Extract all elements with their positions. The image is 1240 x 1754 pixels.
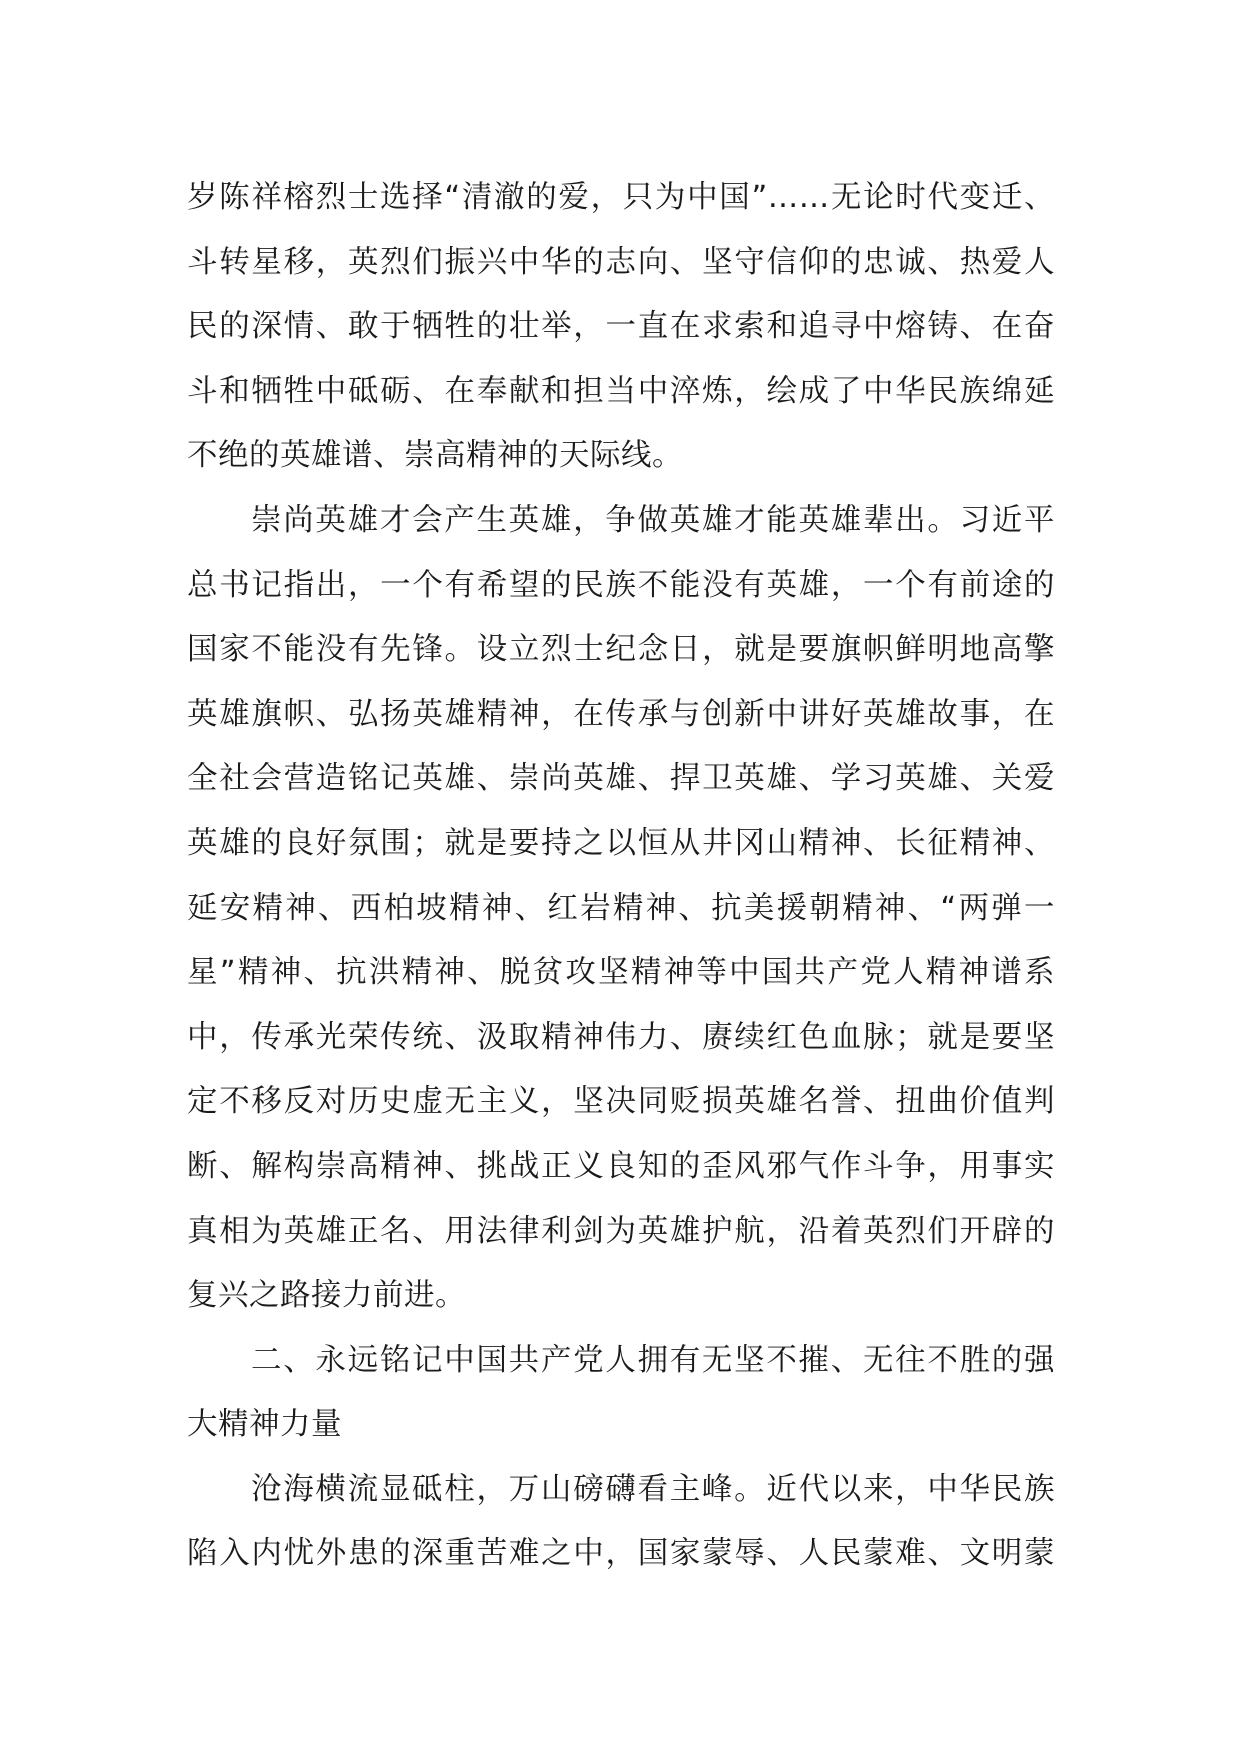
text-line: 复兴之路接力前进。 (187, 1278, 466, 1314)
text-line: 陷入内忧外患的深重苦难之中，国家蒙辱、人民蒙难、文明蒙 (187, 1536, 1055, 1572)
text-line: 沧海横流显砥柱，万山磅礴看主峰。近代以来，中华民族 (251, 1471, 1055, 1507)
text-line: 岁陈祥榕烈士选择“清澈的爱，只为中国”……无论时代变迁、 (187, 180, 1055, 215)
text-line: 斗和牺牲中砥砺、在奉献和担当中淬炼，绘成了中华民族绵延 (187, 373, 1055, 409)
text-line: 总书记指出，一个有希望的民族不能没有英雄，一个有前途的 (187, 567, 1055, 603)
document-body (187, 166, 1055, 1587)
text-line: 真相为英雄正名、用法律利剑为英雄护航，沿着英烈们开辟的 (187, 1213, 1055, 1249)
text-line: 英雄旗帜、弘扬英雄精神，在传承与创新中讲好英雄故事，在 (187, 696, 1055, 732)
text-line: 英雄的良好氛围；就是要持之以恒从井冈山精神、长征精神、 (187, 825, 1055, 861)
text-line: 二、永远铭记中国共产党人拥有无坚不摧、无往不胜的强 (251, 1342, 1055, 1378)
text-line: 断、解构崇高精神、挑战正义良知的歪风邪气作斗争，用事实 (187, 1148, 1055, 1184)
text-line: 崇尚英雄才会产生英雄，争做英雄才能英雄辈出。习近平 (251, 502, 1055, 538)
text-line: 不绝的英雄谱、崇高精神的天际线。 (187, 438, 683, 474)
text-line: 大精神力量 (187, 1407, 342, 1443)
text-line: 斗转星移，英烈们振兴中华的志向、坚守信仰的忠诚、热爱人 (187, 244, 1055, 280)
text-line: 定不移反对历史虚无主义，坚决同贬损英雄名誉、扭曲价值判 (187, 1084, 1055, 1120)
text-line: 延安精神、西柏坡精神、红岩精神、抗美援朝精神、“两弹一 (187, 890, 1055, 926)
text-line: 国家不能没有先锋。设立烈士纪念日，就是要旗帜鲜明地高擎 (187, 632, 1055, 668)
text-line: 星”精神、抗洪精神、脱贫攻坚精神等中国共产党人精神谱系 (187, 955, 1055, 991)
text-line: 全社会营造铭记英雄、崇尚英雄、捍卫英雄、学习英雄、关爱 (187, 761, 1055, 797)
text-line: 中，传承光荣传统、汲取精神伟力、赓续红色血脉；就是要坚 (187, 1019, 1055, 1055)
text-line: 民的深情、敢于牺牲的壮举，一直在求索和追寻中熔铸、在奋 (187, 309, 1055, 345)
